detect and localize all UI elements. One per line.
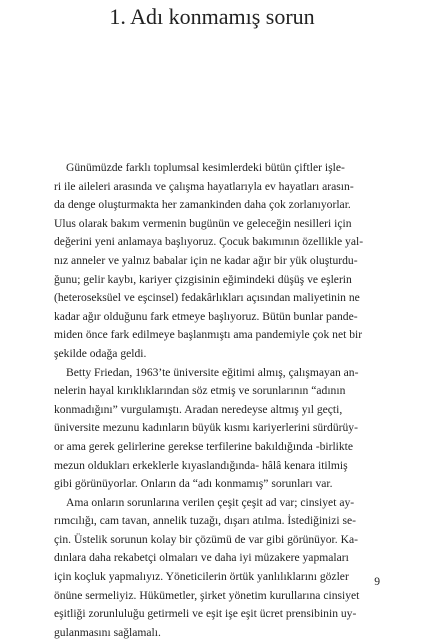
- text-line: nız anneler ve yalnız babalar için ne kadar ağır bir yük oluşturdu-: [54, 253, 358, 267]
- text-line: or ama gerek gelirlerine gerekse terfilerine bakıldığında -birlikte: [54, 439, 354, 453]
- chapter-title: 1. Adı konmamış sorun: [109, 4, 315, 29]
- paragraph-3: [54, 494, 386, 642]
- text-line: Betty Friedan, 1963’te üniversite eğitimi almış, çalışmayan an-: [66, 365, 359, 379]
- text-line: rımcılığı, cam tavan, annelik tuzağı, dışarı atılma. İstediğinizi se-: [54, 514, 356, 528]
- text-line: Ulus olarak bakım vermenin bugünün ve geleceğin nesilleri için: [54, 216, 352, 230]
- text-line: önüne sermeliyiz. Hükümetler, şirket yönetim kurullarına cinsiyet: [54, 588, 360, 602]
- text-line: nelerin hayal kırıklıklarından söz etmiş ve sorunlarının “adının: [54, 384, 346, 398]
- text-line: Ama onların sorunlarına verilen çeşit çeşit ad var; cinsiyet ay-: [66, 495, 355, 509]
- text-line: şekilde odağa geldi.: [54, 346, 147, 360]
- text-line: gibi görünüyorlar. Onların da “adı konmamış” sorunları var.: [54, 477, 333, 491]
- paragraph-1: [54, 159, 386, 364]
- text-line: değerini yeni anlamaya başlıyoruz. Çocuk bakımının özellikle yal-: [54, 235, 364, 249]
- body-text: [54, 159, 386, 642]
- text-line: gulanmasını sağlamalı.: [54, 625, 161, 639]
- text-line: ri ile aileleri arasında ve çalışma hayatlarıyla ev hayatları arasın-: [54, 179, 354, 193]
- paragraph-2: [54, 364, 386, 494]
- text-line: miden önce fark edilmeye başlanmıştı ama pandemiyle çok net bir: [54, 328, 363, 342]
- text-line: dınlara daha rekabetçi olmaları ve daha iyi müzakere yapmaları: [54, 551, 349, 565]
- text-line: Günümüzde farklı toplumsal kesimlerdeki bütün çiftler işle-: [66, 161, 345, 174]
- text-line: mezun oldukları erkeklerle kıyaslandığında- hâlâ kenara itilmiş: [54, 458, 348, 472]
- text-line: kadar ağır olduğunu fark etmeye başlıyoruz. Bütün bunlar pande-: [54, 309, 358, 323]
- text-line: üniversite mezunu kadınların büyük kısmı kariyerlerini sürdürüy-: [54, 421, 358, 435]
- page-number: 9: [374, 575, 380, 588]
- text-line: da denge oluşturmakta her zamankinden daha çok zorlanıyorlar.: [54, 198, 351, 212]
- text-line: (heteroseksüel ve eşcinsel) fedakârlıkları açısından maliyetinin ne: [54, 291, 360, 305]
- text-line: ğunu; gelir kaybı, kariyer çizgisinin eğimindeki düşüş ve eşlerin: [54, 272, 352, 286]
- text-line: eşitliği zorunluluğu getirmeli ve eşit işe eşit ücret prensibinin uy-: [54, 607, 357, 621]
- text-line: için koçluk yapmalıyız. Yöneticilerin örtük yanlılıklarını gözler: [54, 570, 349, 584]
- text-line: çin. Üstelik sorunun kolay bir çözümü de var gibi görünüyor. Ka-: [54, 532, 358, 546]
- text-line: konmadığını” vurgulamıştı. Aradan neredeyse altmış yıl geçti,: [54, 402, 343, 416]
